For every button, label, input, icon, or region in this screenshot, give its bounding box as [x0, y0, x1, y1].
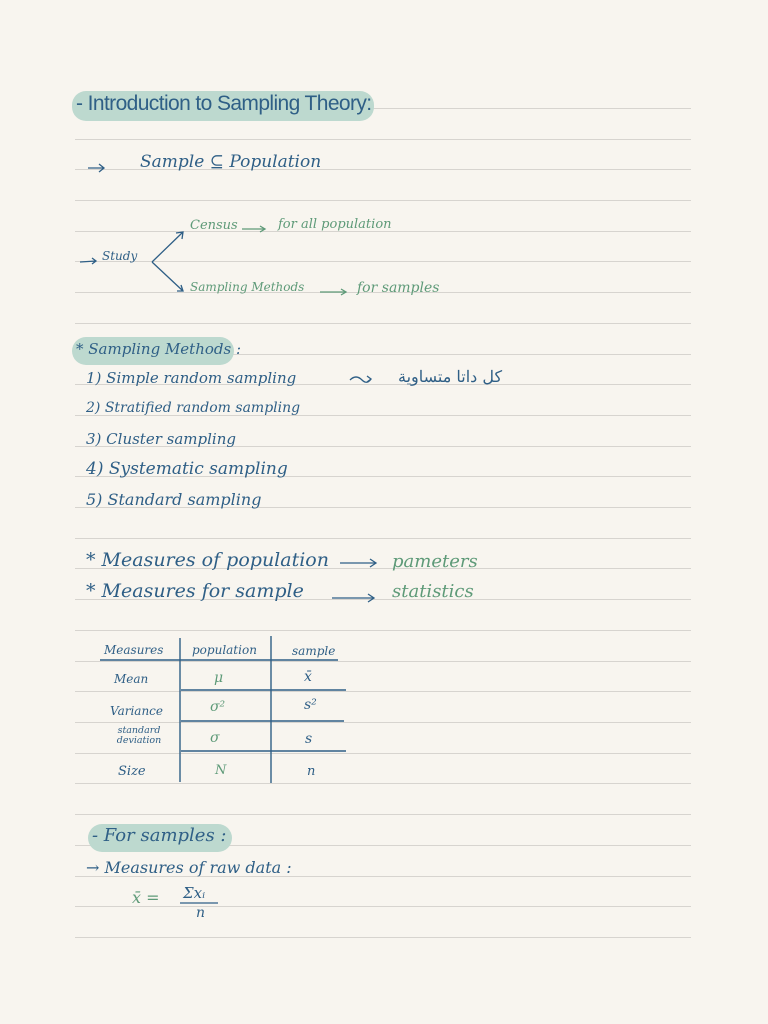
census-note: for all population	[278, 217, 392, 232]
row-mean-population: μ	[214, 670, 224, 686]
formula-numerator: Σxᵢ	[183, 884, 206, 902]
table-header-population: population	[192, 643, 257, 657]
population-result: pameters	[392, 551, 478, 572]
row-size-population: N	[215, 763, 227, 778]
row-variance-population: σ²	[210, 699, 226, 715]
raw-data-heading: → Measures of raw data :	[86, 858, 292, 877]
row-sd-label: standard deviation	[116, 725, 162, 746]
study-label: Study	[102, 249, 138, 263]
table-header-sample: sample	[292, 644, 336, 658]
method-item-2: 2) Stratified random sampling	[86, 400, 301, 416]
arrow-icon	[242, 226, 265, 232]
arrow-icon	[340, 559, 376, 567]
row-mean-label: Mean	[114, 672, 149, 686]
row-mean-sample: x̄	[304, 669, 312, 685]
formula-denominator: n	[196, 905, 206, 921]
line1-text: Sample ⊆ Population	[140, 152, 322, 172]
branch-icon	[152, 232, 183, 291]
arrow-icon	[88, 164, 104, 172]
measures-sample: * Measures for sample	[86, 580, 304, 602]
sampling-note: for samples	[357, 280, 440, 296]
samples-heading: - For samples :	[92, 825, 227, 846]
page-title: - Introduction to Sampling Theory:	[76, 92, 372, 115]
method-item-4: 4) Systematic sampling	[86, 459, 288, 479]
sampling-label: Sampling Methods	[190, 280, 305, 294]
methods-heading: * Sampling Methods :	[76, 340, 242, 358]
squiggle-arrow-icon	[350, 376, 371, 382]
sample-result: statistics	[392, 581, 474, 602]
row-size-sample: n	[307, 764, 316, 779]
method-item-1: 1) Simple random sampling	[86, 369, 297, 387]
row-size-label: Size	[118, 764, 146, 779]
row-variance-label: Variance	[110, 704, 163, 718]
census-label: Census	[190, 218, 238, 233]
arabic-note: كل داتا متساوية	[398, 367, 503, 386]
row-sd-population: σ	[210, 730, 220, 746]
measures-population: * Measures of population	[86, 549, 329, 571]
row-variance-sample: s²	[304, 697, 317, 713]
arrow-icon	[80, 258, 96, 264]
table-header-measures: Measures	[104, 643, 164, 657]
arrow-icon	[332, 594, 374, 602]
row-sd-sample: s	[305, 731, 313, 747]
method-item-3: 3) Cluster sampling	[86, 430, 236, 448]
method-item-5: 5) Standard sampling	[86, 490, 262, 509]
formula-lhs: x̄ =	[132, 888, 160, 907]
arrow-icon	[320, 289, 346, 295]
